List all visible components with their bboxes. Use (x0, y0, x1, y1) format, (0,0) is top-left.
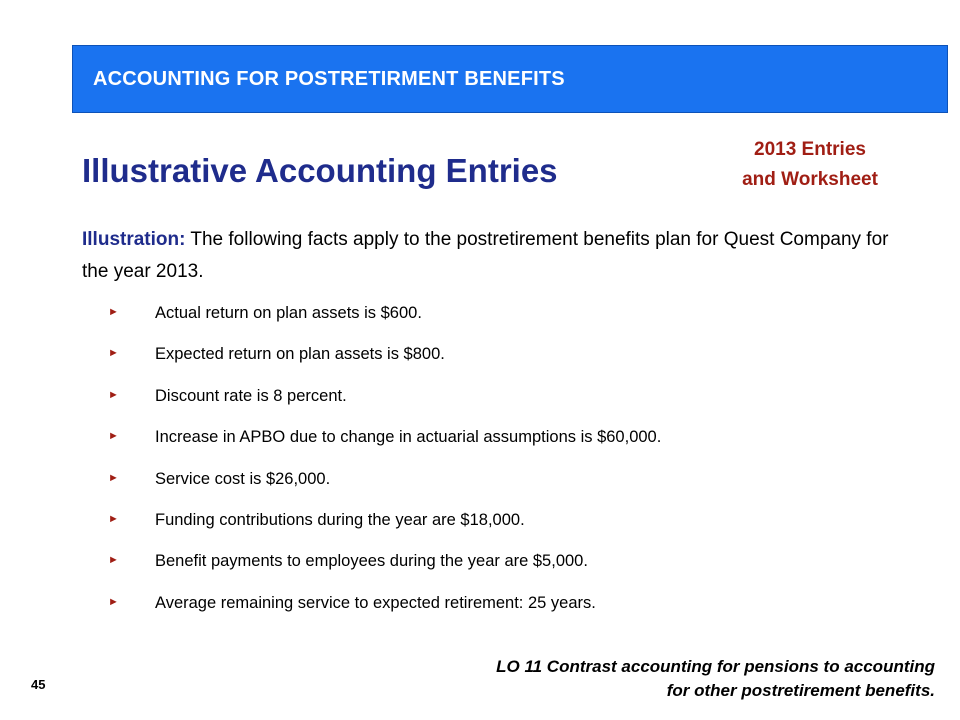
side-note-line-1: 2013 Entries (754, 139, 866, 160)
main-title: Illustrative Accounting Entries (82, 152, 558, 189)
triangle-bullet-icon: ► (108, 430, 119, 443)
page-number: 45 (31, 677, 46, 692)
learning-objective-line-2: for other postretirement benefits. (666, 681, 935, 700)
fact-text: Expected return on plan assets is $800. (155, 345, 445, 364)
triangle-bullet-icon: ► (108, 554, 119, 567)
triangle-bullet-icon: ► (108, 347, 119, 360)
intro-text: The following facts apply to the postretirement benefits plan for Quest Company for the year 2013. (82, 229, 889, 282)
side-note (700, 135, 920, 195)
fact-text: Service cost is $26,000. (155, 469, 331, 488)
side-note-line-2: and Worksheet (742, 169, 878, 190)
fact-text: Funding contributions during the year are $18,000. (155, 510, 525, 529)
triangle-bullet-icon: ► (108, 471, 119, 484)
triangle-bullet-icon: ► (108, 595, 119, 608)
triangle-bullet-icon: ► (108, 306, 119, 318)
triangle-bullet-icon: ► (108, 512, 119, 525)
learning-objective-line-1: LO 11 Contrast accounting for pensions to accounting (496, 657, 935, 676)
fact-text: Actual return on plan assets is $600. (155, 304, 422, 322)
fact-text: Average remaining service to expected retirement: 25 years. (155, 593, 596, 612)
intro-label: Illustration: (82, 229, 186, 250)
fact-text: Discount rate is 8 percent. (155, 386, 347, 405)
intro-paragraph (82, 224, 912, 288)
fact-text: Benefit payments to employees during the year are $5,000. (155, 552, 588, 571)
header-bar (72, 45, 948, 113)
learning-objective (496, 655, 935, 703)
header-title: ACCOUNTING FOR POSTRETIRMENT BENEFITS (93, 68, 565, 90)
fact-text: Increase in APBO due to change in actuarial assumptions is $60,000. (155, 428, 662, 447)
triangle-bullet-icon: ► (108, 388, 119, 401)
